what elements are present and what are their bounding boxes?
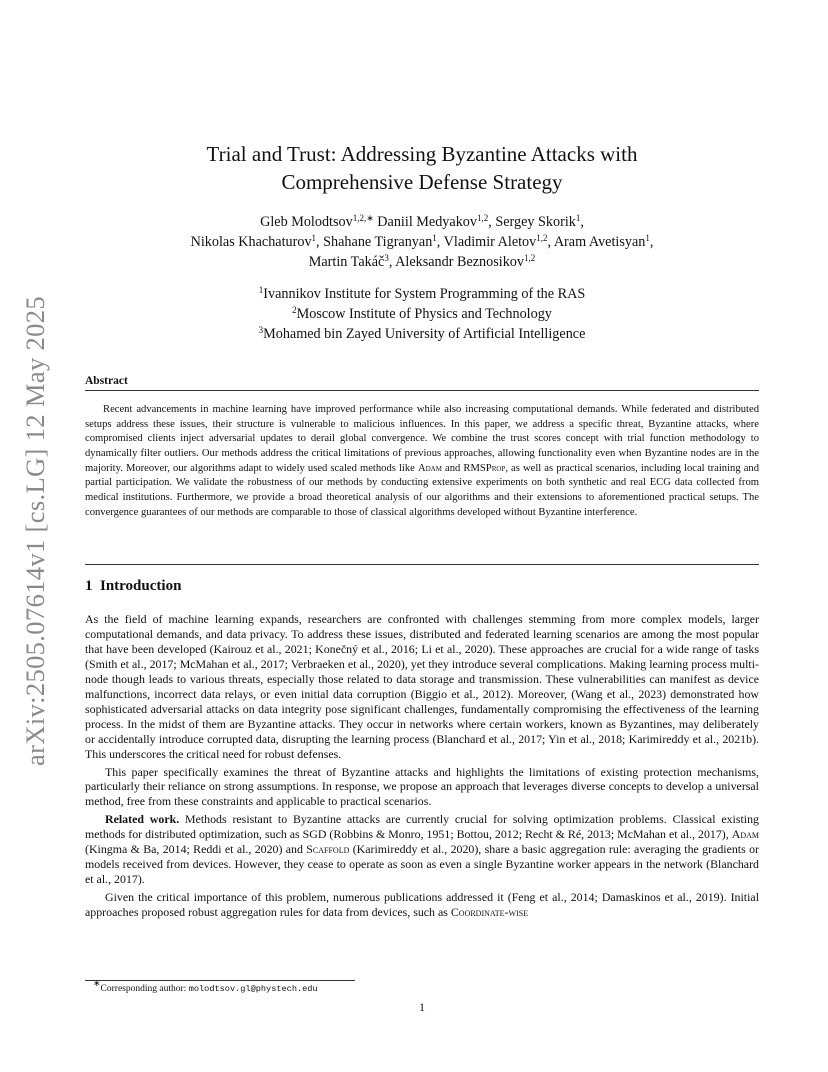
intro-paragraph-1: As the field of machine learning expands, researchers are confronted with challenges stemming from more complex models, larger computational demands, and data privacy. To address these issues, distributed and federated learning scenarios are among the most popular that have been developed (Kairouz et al., 2021; Konečný et al., 2016; Li et al., 2020). These approaches are crucial for a wide range of tasks (Smith et al., 2017; McMahan et al., 2017; Verbraeken et al., 2020), yet they introduce several complications. Making learning process multi-node though leads to various threats, especially those related to data storage and transmission. These vulnerabilities can manifest as device malfunctions, incorrect data relays, or even initial data corruption (Biggio et al., 2012). Moreover, (Wang et al., 2023) demonstrated how sophisticated adversarial attacks on data integrity pose significant challenges, fundamentally compromising the effectiveness of the learning process. In the midst of them are Byzantine attacks. They occur in networks where certain workers, known as Byzantines, may deliberately or accidentally introduce corrupted data, disrupting the learning process (Blanchard et al., 2017; Yin et al., 2018; Karimireddy et al., 2021b). This underscores the critical need for robust defenses. bbox=[85, 612, 759, 761]
paragraph-text: Given the critical importance of this problem, numerous publications addressed it (Feng et al., 2014; Damaskinos et al., 2019). Initial approaches proposed robust aggregation rules for data from devices, such as bbox=[85, 890, 759, 920]
author-affiliation-mark: 1 bbox=[432, 233, 437, 243]
author-name: Vladimir Aletov bbox=[443, 234, 537, 250]
intro-paragraph-4 bbox=[85, 890, 759, 920]
related-work-label: Related work. bbox=[105, 812, 180, 827]
method-name-adam: Adam bbox=[417, 462, 442, 474]
method-name-coordinate-wise: Coordinate-wise bbox=[450, 905, 529, 920]
footnote-mark: ∗ bbox=[93, 978, 101, 988]
footnote bbox=[93, 978, 318, 994]
arxiv-side-stamp bbox=[20, 296, 50, 766]
author-list bbox=[85, 212, 759, 272]
affiliation-item bbox=[85, 284, 759, 304]
affiliation-name: Moscow Institute of Physics and Technology bbox=[296, 306, 552, 322]
method-name-adam: Adam bbox=[731, 827, 759, 842]
affiliation-name: Mohamed bin Zayed University of Artificial Intelligence bbox=[263, 326, 586, 342]
author-name: Gleb Molodtsov bbox=[260, 214, 353, 230]
page-number: 1 bbox=[419, 1000, 425, 1014]
abstract-body bbox=[85, 403, 759, 520]
author-name: Shahane Tigranyan bbox=[323, 234, 433, 250]
author-line-1: Gleb Molodtsov$^{1,2,∗}$ Daniil Medyakov$^{1,2}$, Sergey Skorik$^1$, bbox=[260, 213, 584, 230]
method-name-scaffold: Scaffold bbox=[306, 842, 350, 857]
footnote-rule bbox=[85, 980, 355, 981]
author-affiliation-mark: 1,2 bbox=[536, 233, 548, 243]
abstract-text: and bbox=[441, 462, 464, 474]
method-name-rmsprop: RMSProp bbox=[463, 462, 506, 474]
corresponding-email: molodtsov.gl@phystech.edu bbox=[188, 984, 318, 994]
paragraph-text: Methods resistant to Byzantine attacks are currently crucial for solving optimization problems. Classical existing methods for distributed optimization, such as SGD (Robbins & Monro, 1951; Bottou, 2012; Recht & Ré, 2013; McMahan et al., 2017), bbox=[85, 812, 759, 842]
abstract-text: Recent advancements in machine learning have improved performance while also increasing computational demands. While federated and distributed setups address these issues, their structure is vulnerable to malicious influences. In this paper, we address a specific threat, Byzantine attacks, where compromised clients inject adversarial updates to derail global convergence. We combine the trust scores concept with trial function methodology to dynamically filter outliers. Our methods address the critical limitations of previous approaches, allowing functionality even when Byzantine nodes are in the majority. Moreover, our algorithms adapt to widely used scaled methods like bbox=[85, 404, 759, 474]
author-affiliation-mark: 1 bbox=[645, 233, 650, 243]
section-heading bbox=[85, 578, 181, 595]
paragraph-text: (Kingma & Ba, 2014; Reddi et al., 2020) and bbox=[85, 842, 307, 857]
author-name: Aram Avetisyan bbox=[553, 234, 646, 250]
affiliation-item bbox=[85, 304, 759, 324]
author-affiliation-mark: 1 bbox=[575, 213, 581, 223]
author-affiliation-mark: 1,2, bbox=[352, 213, 367, 223]
arxiv-identifier: arXiv:2505.07614v1 [cs.LG] 12 May 2025 bbox=[21, 306, 50, 766]
corresponding-mark: ∗ bbox=[366, 213, 374, 223]
author-name: Sergey Skorik bbox=[495, 214, 576, 230]
intro-paragraph-2: This paper specifically examines the threat of Byzantine attacks and highlights the limitations of existing protection mechanisms, particularly their reliance on strong assumptions. In response, we propose an approach that leverages diverse concepts to develop a universal method, free from these constraints and applicable to practical scenarios. bbox=[85, 764, 759, 809]
related-work-paragraph bbox=[85, 812, 759, 887]
abstract-bottom-rule bbox=[85, 564, 759, 565]
author-name: Nikolas Khachaturov bbox=[190, 234, 312, 250]
author-affiliation-mark: 1,2 bbox=[524, 253, 536, 263]
title-line-2: Comprehensive Defense Strategy bbox=[281, 170, 563, 194]
author-affiliation-mark: 1,2 bbox=[476, 213, 489, 223]
author-line-3: Martin Takáč$^3$, Aleksandr Beznosikov$^{1,2}$ bbox=[308, 253, 536, 270]
author-name: Martin Takáč bbox=[308, 254, 385, 270]
affiliation-mark: 2 bbox=[292, 305, 297, 315]
affiliation-mark: 1 bbox=[258, 285, 264, 295]
affiliation-item bbox=[85, 324, 759, 344]
abstract-top-rule bbox=[85, 390, 759, 391]
author-name: Aleksandr Beznosikov bbox=[395, 254, 524, 270]
introduction-body bbox=[85, 612, 759, 923]
author-affiliation-mark: 1 bbox=[311, 233, 317, 243]
abstract-heading: Abstract bbox=[85, 375, 128, 387]
affiliation-name: Ivannikov Institute for System Programming of the RAS bbox=[263, 286, 586, 302]
footnote-label: Corresponding author: bbox=[100, 984, 189, 994]
affiliation-list bbox=[85, 284, 759, 344]
affiliation-mark: 3 bbox=[258, 325, 264, 335]
author-name: Daniil Medyakov bbox=[377, 214, 477, 230]
abstract-text: , as well as practical scenarios, including local training and partial participation. We validate the robustness of our methods by conducting extensive experiments on both synthetic and real ECG data collected from medical institutions. Furthermore, we provide a broad theoretical analysis of our algorithms and their extensions to aforementioned practical setups. The convergence guarantees of our methods are comparable to those of classical algorithms developed without Byzantine interference. bbox=[85, 462, 760, 518]
section-title: Introduction bbox=[100, 578, 182, 594]
author-affiliation-mark: 3 bbox=[384, 253, 389, 263]
paragraph-text: (Karimireddy et al., 2020), share a basic aggregation rule: averaging the gradients or models received from devices. However, they cease to operate as soon as even a single Byzantine worker appears in the network (Blanchard et al., 2017). bbox=[85, 842, 759, 887]
paper-title bbox=[85, 140, 759, 196]
title-line-1: Trial and Trust: Addressing Byzantine Attacks with bbox=[206, 142, 638, 166]
section-number: 1 bbox=[85, 578, 93, 594]
author-line-2: Nikolas Khachaturov$^1$, Shahane Tigranyan$^1$, Vladimir Aletov$^{1,2}$, Aram Avetisyan$^1$, bbox=[190, 233, 654, 250]
